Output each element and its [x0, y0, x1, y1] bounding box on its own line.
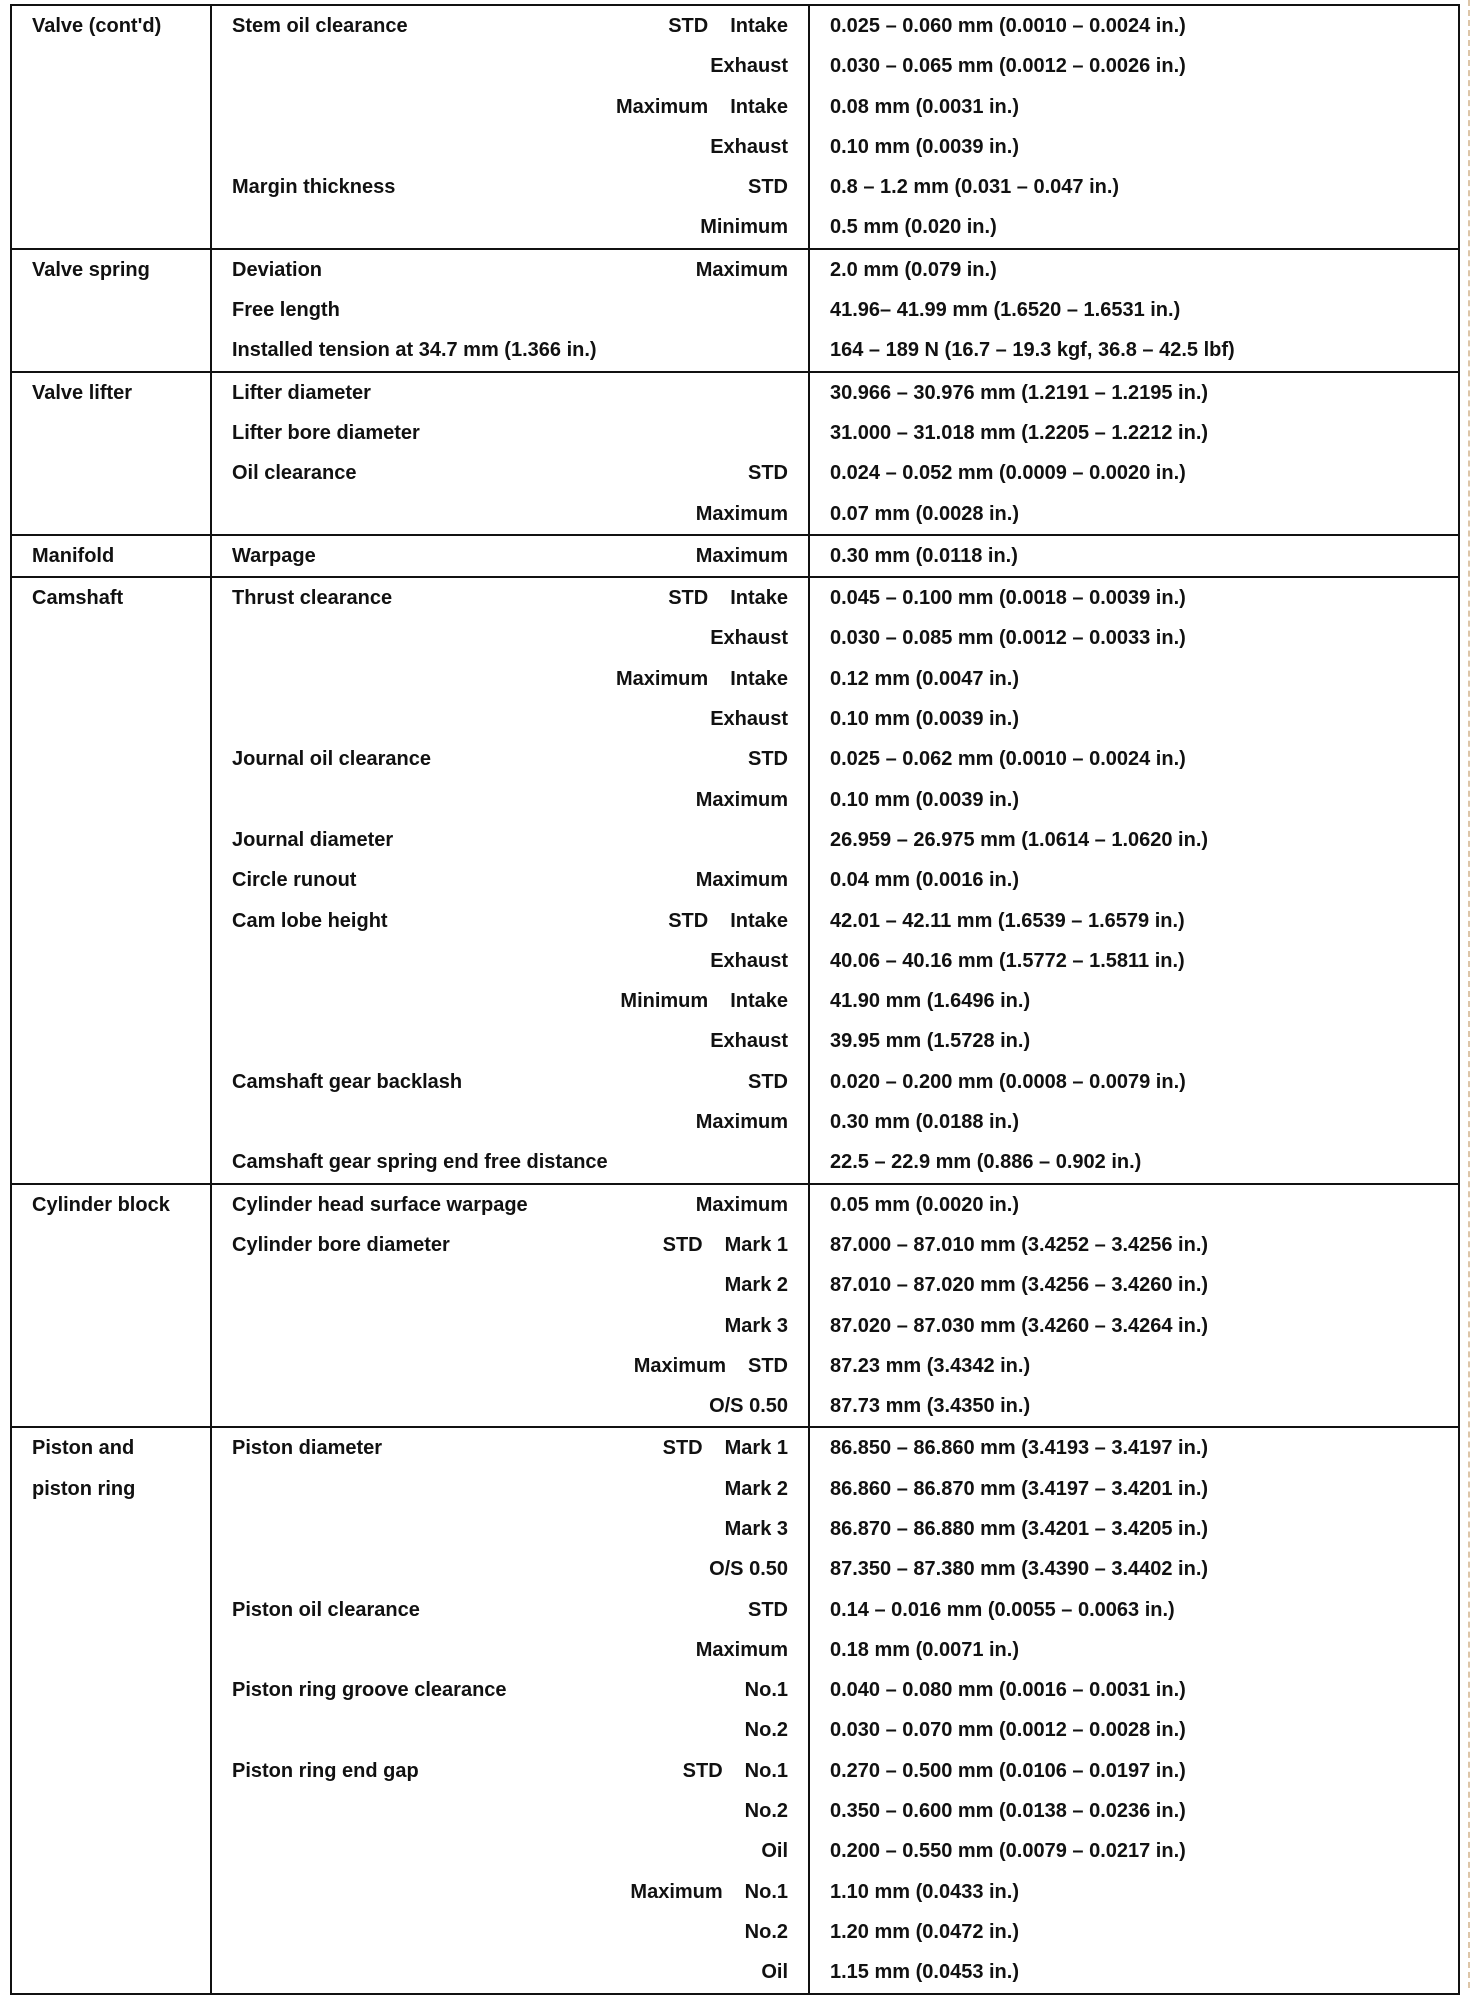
value-cell — [809, 372, 1459, 535]
parameter-name: Piston ring groove clearance — [232, 1679, 507, 1702]
spec-value: 87.000 – 87.010 mm (3.4252 – 3.4256 in.) — [830, 1233, 1209, 1256]
spec-value: 31.000 – 31.018 mm (1.2205 – 1.2212 in.) — [830, 421, 1209, 444]
qualifier-group — [745, 1912, 788, 1952]
value-cell — [809, 5, 1459, 249]
spec-value: 22.5 – 22.9 mm (0.886 – 0.902 in.) — [830, 1151, 1142, 1174]
parameter-cell — [211, 535, 809, 577]
component-name: Valve (cont'd) — [32, 15, 162, 37]
sub-qualifier-label: Mark 1 — [724, 1437, 788, 1460]
sub-qualifier-label: Mark 1 — [724, 1233, 788, 1256]
qualifier-group — [725, 1509, 788, 1549]
qualifier-group — [696, 1185, 788, 1225]
spec-row-label — [212, 820, 808, 860]
qualifier-label: STD — [662, 1437, 703, 1460]
component-name: Valve spring — [32, 258, 150, 281]
qualifier-group — [710, 941, 788, 981]
parameter-name: Thrust clearance — [232, 587, 393, 610]
qualifier-group — [710, 46, 788, 86]
qualifier-group — [725, 1469, 788, 1509]
sub-qualifier-label: Exhaust — [710, 627, 788, 650]
spec-row-label — [212, 1710, 808, 1750]
qualifier-group — [696, 1102, 788, 1142]
parameter-name: Piston oil clearance — [232, 1598, 420, 1621]
qualifier-group — [700, 207, 788, 247]
spec-value: 0.8 – 1.2 mm (0.031 – 0.047 in.) — [830, 176, 1120, 199]
spec-row-label — [212, 659, 808, 699]
spec-row-label — [212, 699, 808, 739]
qualifier-label: STD — [668, 587, 709, 610]
component-cell — [11, 1184, 211, 1428]
qualifier-group — [668, 6, 788, 46]
qualifier-label: STD — [748, 176, 788, 199]
qualifier-label: Maximum — [695, 544, 788, 567]
qualifier-label: STD — [748, 748, 788, 771]
component-name: piston ring — [32, 1477, 136, 1500]
qualifier-label: Minimum — [700, 216, 788, 239]
spec-section — [11, 5, 1459, 249]
spec-row-label — [212, 901, 808, 941]
spec-value: 0.12 mm (0.0047 in.) — [830, 667, 1019, 690]
qualifier-group — [696, 250, 788, 290]
spec-row-label — [212, 1509, 808, 1549]
qualifier-group — [620, 981, 788, 1021]
sub-qualifier-label: Intake — [730, 95, 788, 118]
spec-row-label — [212, 290, 808, 330]
spec-value: 0.045 – 0.100 mm (0.0018 – 0.0039 in.) — [830, 587, 1186, 610]
parameter-name: Installed tension at 34.7 mm (1.366 in.) — [232, 339, 597, 362]
parameter-name: Journal diameter — [232, 828, 394, 851]
spec-row-label — [212, 453, 808, 493]
qualifier-group — [710, 699, 788, 739]
component-name: Cylinder block — [32, 1193, 170, 1216]
qualifier-group — [748, 1590, 788, 1630]
spec-value: 0.10 mm (0.0039 in.) — [830, 788, 1019, 811]
sub-qualifier-label: Exhaust — [710, 135, 788, 158]
qualifier-group — [725, 1265, 788, 1305]
qualifier-group — [630, 1872, 788, 1912]
parameter-cell — [211, 372, 809, 535]
qualifier-label: STD — [682, 1759, 723, 1782]
parameter-cell — [211, 5, 809, 249]
qualifier-label: No.1 — [744, 1679, 788, 1702]
qualifier-group — [683, 1751, 788, 1791]
qualifier-label: Maximum — [695, 788, 788, 811]
spec-value: 0.10 mm (0.0039 in.) — [830, 708, 1019, 731]
sub-qualifier-label: Mark 2 — [724, 1477, 788, 1500]
spec-row-label — [212, 1751, 808, 1791]
qualifier-group — [710, 127, 788, 167]
component-name: Manifold — [32, 544, 115, 567]
spec-row-label — [212, 941, 808, 981]
spec-value: 1.10 mm (0.0433 in.) — [830, 1880, 1019, 1903]
component-cell — [11, 1427, 211, 1993]
parameter-name: Cam lobe height — [232, 909, 388, 932]
spec-value: 86.870 – 86.880 mm (3.4201 – 3.4205 in.) — [830, 1517, 1209, 1540]
qualifier-label: Maximum — [633, 1354, 726, 1377]
spec-value: 1.15 mm (0.0453 in.) — [830, 1961, 1019, 1984]
spec-value: 87.020 – 87.030 mm (3.4260 – 3.4264 in.) — [830, 1314, 1209, 1337]
spec-row-label — [212, 250, 808, 290]
qualifier-group — [696, 494, 788, 534]
parameter-name: Cylinder bore diameter — [232, 1233, 450, 1256]
parameter-cell — [211, 577, 809, 1183]
spec-section — [11, 1184, 1459, 1428]
qualifier-group — [748, 453, 788, 493]
spec-row-label — [212, 1831, 808, 1871]
parameter-name: Lifter bore diameter — [232, 421, 420, 444]
spec-value: 0.025 – 0.060 mm (0.0010 – 0.0024 in.) — [830, 15, 1186, 37]
qualifier-group — [745, 1670, 788, 1710]
spec-section — [11, 1427, 1459, 1993]
parameter-name: Stem oil clearance — [232, 15, 408, 37]
sub-qualifier-label: Intake — [730, 909, 788, 932]
qualifier-label: Maximum — [695, 1193, 788, 1216]
qualifier-label: STD — [668, 15, 709, 37]
spec-value: 0.030 – 0.085 mm (0.0012 – 0.0033 in.) — [830, 627, 1186, 650]
value-cell — [809, 1184, 1459, 1428]
spec-row-label — [212, 127, 808, 167]
qualifier-group — [663, 1225, 788, 1265]
qualifier-label: Minimum — [620, 990, 709, 1013]
spec-value: 87.23 mm (3.4342 in.) — [830, 1354, 1031, 1377]
component-cell — [11, 577, 211, 1183]
spec-value: 0.07 mm (0.0028 in.) — [830, 502, 1019, 525]
qualifier-group — [696, 1630, 788, 1670]
parameter-name: Lifter diameter — [232, 381, 371, 404]
parameter-name: Piston diameter — [232, 1437, 383, 1460]
qualifier-label: Maximum — [615, 95, 709, 118]
spec-row-label — [212, 46, 808, 86]
spec-row-label — [212, 1142, 808, 1182]
qualifier-group — [616, 659, 788, 699]
sub-qualifier-label: Intake — [730, 990, 788, 1013]
sub-qualifier-label: O/S 0.50 — [709, 1558, 788, 1581]
spec-row-label — [212, 1386, 808, 1426]
value-cell — [809, 535, 1459, 577]
parameter-cell — [211, 249, 809, 372]
spec-value: 87.350 – 87.380 mm (3.4390 – 3.4402 in.) — [830, 1558, 1209, 1581]
component-cell — [11, 372, 211, 535]
component-name: Valve lifter — [32, 381, 133, 404]
qualifier-group — [696, 860, 788, 900]
spec-value: 2.0 mm (0.079 in.) — [830, 258, 997, 281]
spec-row-label — [212, 373, 808, 413]
sub-qualifier-label: Mark 3 — [724, 1314, 788, 1337]
spec-row-label — [212, 1590, 808, 1630]
spec-value: 0.040 – 0.080 mm (0.0016 – 0.0031 in.) — [830, 1679, 1186, 1702]
spec-row-label — [212, 1469, 808, 1509]
parameter-name: Circle runout — [232, 869, 357, 892]
spec-value: 0.30 mm (0.0118 in.) — [830, 544, 1018, 567]
spec-row-label — [212, 981, 808, 1021]
parameter-name: Warpage — [232, 544, 316, 567]
qualifier-group — [668, 901, 788, 941]
spec-row-label — [212, 1912, 808, 1952]
spec-row-label — [212, 618, 808, 658]
spec-value: 30.966 – 30.976 mm (1.2191 – 1.2195 in.) — [830, 381, 1209, 404]
sub-qualifier-label: Mark 3 — [724, 1517, 788, 1540]
qualifier-group — [725, 1306, 788, 1346]
qualifier-group — [761, 1831, 788, 1871]
spec-value: 0.270 – 0.500 mm (0.0106 – 0.0197 in.) — [830, 1759, 1186, 1782]
sub-qualifier-label: Oil — [761, 1840, 788, 1863]
spec-value: 42.01 – 42.11 mm (1.6539 – 1.6579 in.) — [830, 909, 1185, 932]
qualifier-label: Maximum — [695, 258, 788, 281]
component-name: Piston and — [32, 1437, 135, 1460]
spec-value: 41.96– 41.99 mm (1.6520 – 1.6531 in.) — [830, 299, 1181, 322]
spec-value: 0.024 – 0.052 mm (0.0009 – 0.0020 in.) — [830, 462, 1186, 485]
sub-qualifier-label: No.2 — [744, 1800, 788, 1823]
sub-qualifier-label: No.2 — [744, 1920, 788, 1943]
spec-row-label — [212, 87, 808, 127]
qualifier-group — [748, 167, 788, 207]
spec-row-label — [212, 1428, 808, 1468]
spec-section — [11, 249, 1459, 372]
spec-value: 0.18 mm (0.0071 in.) — [830, 1638, 1019, 1661]
spec-row-label — [212, 494, 808, 534]
spec-value: 0.30 mm (0.0188 in.) — [830, 1111, 1019, 1134]
sub-qualifier-label: Oil — [761, 1961, 788, 1984]
spec-row-label — [212, 6, 808, 46]
sub-qualifier-label: Mark 2 — [724, 1274, 788, 1297]
qualifier-group — [634, 1346, 788, 1386]
qualifier-group — [709, 1549, 788, 1589]
sub-qualifier-label: Exhaust — [710, 55, 788, 78]
qualifier-label: No.2 — [744, 1719, 788, 1742]
spec-row-label — [212, 1549, 808, 1589]
qualifier-label: STD — [662, 1233, 703, 1256]
spec-section — [11, 535, 1459, 577]
spec-value: 0.10 mm (0.0039 in.) — [830, 135, 1019, 158]
spec-value: 86.850 – 86.860 mm (3.4193 – 3.4197 in.) — [830, 1437, 1209, 1460]
spec-value: 0.030 – 0.065 mm (0.0012 – 0.0026 in.) — [830, 55, 1186, 78]
spec-value: 41.90 mm (1.6496 in.) — [830, 990, 1031, 1013]
spec-value: 0.08 mm (0.0031 in.) — [830, 95, 1019, 118]
spec-row-label — [212, 207, 808, 247]
spec-row-label — [212, 578, 808, 618]
sub-qualifier-label: STD — [748, 1354, 788, 1377]
qualifier-label: Maximum — [615, 667, 709, 690]
spec-row-label — [212, 1225, 808, 1265]
spec-table — [10, 4, 1460, 1995]
spec-value: 0.5 mm (0.020 in.) — [830, 216, 997, 239]
component-name: Camshaft — [32, 587, 124, 610]
spec-value: 0.05 mm (0.0020 in.) — [830, 1193, 1019, 1216]
component-cell — [11, 249, 211, 372]
spec-row-label — [212, 167, 808, 207]
parameter-name: Piston ring end gap — [232, 1759, 419, 1782]
parameter-name: Deviation — [232, 258, 323, 281]
parameter-name: Oil clearance — [232, 462, 357, 485]
spec-row-label — [212, 1021, 808, 1061]
page-edge-perforation — [1464, 0, 1470, 1988]
sub-qualifier-label: Intake — [730, 587, 788, 610]
sub-qualifier-label: Exhaust — [710, 1030, 788, 1053]
component-cell — [11, 5, 211, 249]
qualifier-group — [745, 1791, 788, 1831]
spec-value: 40.06 – 40.16 mm (1.5772 – 1.5811 in.) — [830, 949, 1185, 972]
qualifier-label: Maximum — [695, 869, 788, 892]
value-cell — [809, 1427, 1459, 1993]
parameter-name: Margin thickness — [232, 176, 396, 199]
spec-value: 0.020 – 0.200 mm (0.0008 – 0.0079 in.) — [830, 1070, 1186, 1093]
sub-qualifier-label: No.1 — [744, 1880, 788, 1903]
sub-qualifier-label: Intake — [730, 15, 788, 37]
spec-row-label — [212, 413, 808, 453]
spec-row-label — [212, 1306, 808, 1346]
spec-value: 87.010 – 87.020 mm (3.4256 – 3.4260 in.) — [830, 1274, 1209, 1297]
value-cell — [809, 249, 1459, 372]
spec-section — [11, 577, 1459, 1183]
qualifier-group — [616, 87, 788, 127]
spec-row-label — [212, 1062, 808, 1102]
spec-row-label — [212, 1265, 808, 1305]
spec-row-label — [212, 860, 808, 900]
qualifier-group — [748, 739, 788, 779]
qualifier-label: STD — [668, 909, 709, 932]
spec-value: 0.350 – 0.600 mm (0.0138 – 0.0236 in.) — [830, 1800, 1186, 1823]
spec-row-label — [212, 739, 808, 779]
spec-row-label — [212, 1791, 808, 1831]
sub-qualifier-label: Exhaust — [710, 949, 788, 972]
spec-value: 0.14 – 0.016 mm (0.0055 – 0.0063 in.) — [830, 1598, 1175, 1621]
qualifier-group — [696, 536, 788, 576]
qualifier-group — [710, 1021, 788, 1061]
spec-section — [11, 372, 1459, 535]
spec-value: 0.030 – 0.070 mm (0.0012 – 0.0028 in.) — [830, 1719, 1186, 1742]
qualifier-label: Maximum — [695, 502, 788, 525]
qualifier-label: STD — [748, 462, 788, 485]
spec-row-label — [212, 1670, 808, 1710]
spec-value: 26.959 – 26.975 mm (1.0614 – 1.0620 in.) — [830, 828, 1209, 851]
sub-qualifier-label: O/S 0.50 — [709, 1395, 788, 1418]
spec-row-label — [212, 780, 808, 820]
spec-row-label — [212, 536, 808, 576]
parameter-name: Camshaft gear spring end free distance — [232, 1151, 608, 1174]
qualifier-group — [709, 1386, 788, 1426]
parameter-name: Camshaft gear backlash — [232, 1070, 463, 1093]
spec-row-label — [212, 330, 808, 370]
sub-qualifier-label: Exhaust — [710, 708, 788, 731]
qualifier-group — [710, 618, 788, 658]
qualifier-label: STD — [748, 1598, 788, 1621]
qualifier-label: STD — [748, 1070, 788, 1093]
qualifier-group — [668, 578, 788, 618]
spec-row-label — [212, 1185, 808, 1225]
spec-row-label — [212, 1952, 808, 1992]
spec-row-label — [212, 1872, 808, 1912]
sub-qualifier-label: No.1 — [744, 1759, 788, 1782]
qualifier-group — [663, 1428, 788, 1468]
sub-qualifier-label: Intake — [730, 667, 788, 690]
qualifier-group — [745, 1710, 788, 1750]
spec-value: 0.04 mm (0.0016 in.) — [830, 869, 1019, 892]
spec-row-label — [212, 1630, 808, 1670]
parameter-name: Cylinder head surface warpage — [232, 1193, 528, 1216]
qualifier-group — [696, 780, 788, 820]
spec-row-label — [212, 1346, 808, 1386]
component-cell — [11, 535, 211, 577]
spec-value: 164 – 189 N (16.7 – 19.3 kgf, 36.8 – 42.5 lbf) — [830, 339, 1235, 362]
qualifier-group — [748, 1062, 788, 1102]
parameter-name: Journal oil clearance — [232, 748, 431, 771]
qualifier-label: Maximum — [695, 1638, 788, 1661]
spec-value: 39.95 mm (1.5728 in.) — [830, 1030, 1031, 1053]
parameter-name: Free length — [232, 299, 340, 322]
spec-table-body — [11, 5, 1459, 1994]
qualifier-group — [761, 1952, 788, 1992]
parameter-cell — [211, 1427, 809, 1993]
spec-value: 0.200 – 0.550 mm (0.0079 – 0.0217 in.) — [830, 1840, 1186, 1863]
qualifier-label: Maximum — [630, 1880, 723, 1903]
spec-value: 1.20 mm (0.0472 in.) — [830, 1920, 1019, 1943]
qualifier-label: Maximum — [695, 1111, 788, 1134]
spec-value: 0.025 – 0.062 mm (0.0010 – 0.0024 in.) — [830, 748, 1186, 771]
spec-row-label — [212, 1102, 808, 1142]
value-cell — [809, 577, 1459, 1183]
spec-value: 87.73 mm (3.4350 in.) — [830, 1395, 1031, 1418]
parameter-cell — [211, 1184, 809, 1428]
spec-value: 86.860 – 86.870 mm (3.4197 – 3.4201 in.) — [830, 1477, 1209, 1500]
